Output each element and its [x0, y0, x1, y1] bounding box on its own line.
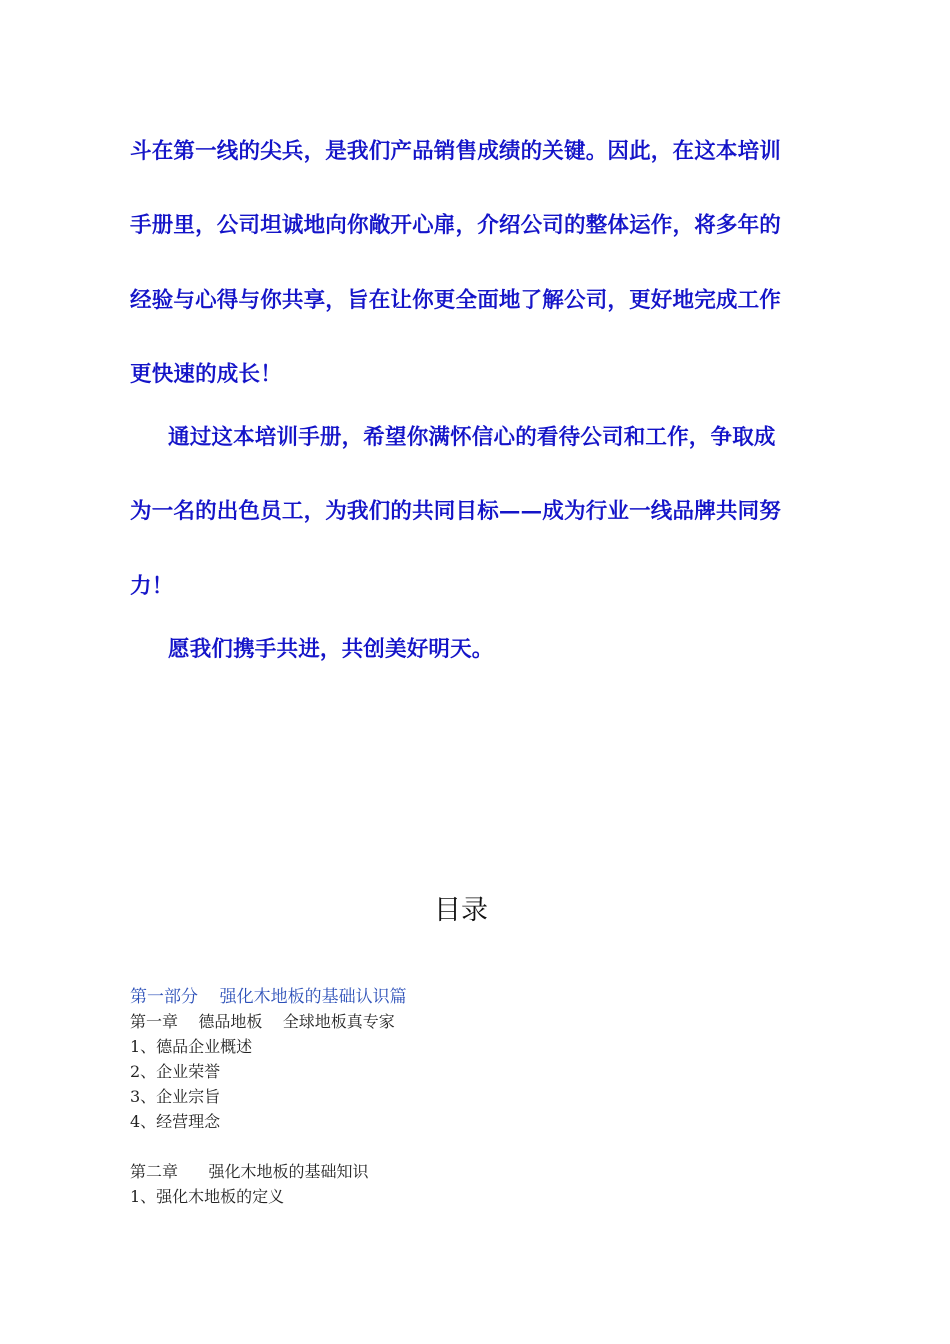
- toc-item: 1、强化木地板的定义: [130, 1187, 285, 1206]
- toc-part-1: 第一部分 强化木地板的基础认识篇: [130, 987, 407, 1007]
- toc-chapter-1: 第一章 德品地板 全球地板真专家: [130, 1012, 395, 1031]
- toc-item: 1、德品企业概述: [130, 1037, 253, 1056]
- toc-item: 3、企业宗旨: [130, 1087, 221, 1106]
- intro-paragraph-line-3: 经验与心得与你共享，旨在让你更全面地了解公司，更好地完成工作: [130, 288, 782, 313]
- second-paragraph-line-3: 力！: [130, 574, 174, 599]
- toc-title: 目录: [434, 895, 488, 926]
- second-paragraph-line-1: 通过这本培训手册，希望你满怀信心的看待公司和工作，争取成: [168, 425, 776, 450]
- toc-chapter-2: 第二章 强化木地板的基础知识: [130, 1162, 369, 1181]
- intro-paragraph-line-2: 手册里，公司坦诚地向你敞开心扉，介绍公司的整体运作，将多年的: [130, 213, 782, 238]
- toc-item: 2、企业荣誉: [130, 1062, 221, 1081]
- second-paragraph-line-2: 为一名的出色员工，为我们的共同目标——成为行业一线品牌共同努: [130, 499, 782, 524]
- intro-paragraph-line-1: 斗在第一线的尖兵，是我们产品销售成绩的关键。因此，在这本培训: [130, 139, 782, 164]
- closing-line: 愿我们携手共进，共创美好明天。: [168, 637, 494, 662]
- intro-paragraph-line-4: 更快速的成长！: [130, 362, 282, 387]
- toc-item: 4、经营理念: [130, 1112, 221, 1131]
